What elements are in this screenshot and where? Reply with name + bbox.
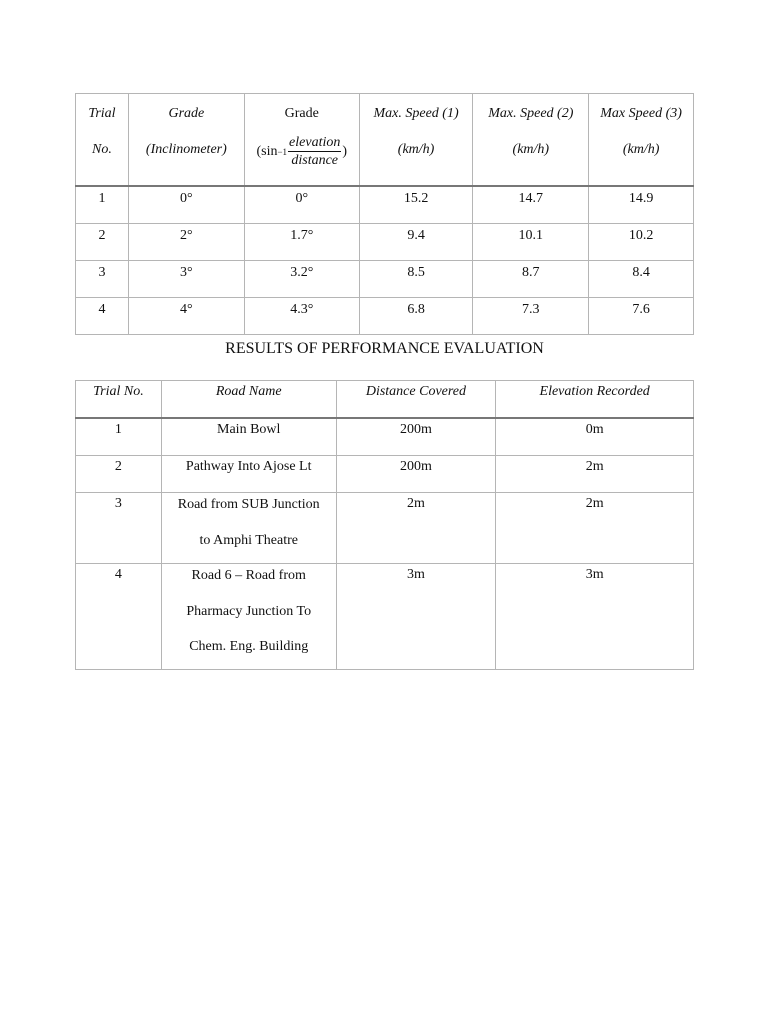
cell-speed-1: 15.2 [359, 186, 473, 224]
cell-elevation: 0m [496, 418, 694, 456]
header-road-name: Road Name [161, 381, 336, 419]
cell-trial: 3 [76, 261, 129, 298]
cell-distance: 200m [336, 456, 496, 493]
cell-distance: 3m [336, 564, 496, 670]
cell-grade-calc: 1.7° [244, 224, 359, 261]
cell-grade-incl: 2° [128, 224, 244, 261]
table-row [76, 564, 694, 670]
cell-trial: 2 [76, 224, 129, 261]
cell-speed-2: 7.3 [473, 298, 589, 335]
header-trial-no: Trial No. [76, 381, 162, 419]
header-max-speed-1: Max. Speed (1) (km/h) [359, 94, 473, 187]
header-grade-calculated: Grade (sin −1 $\frac{\text{elevation}}{\text{distance}}$ ) [244, 94, 359, 187]
cell-road-name: Road from SUB Junction to Amphi Theatre [161, 493, 336, 564]
cell-elevation: 2m [496, 456, 694, 493]
cell-grade-calc: 4.3° [244, 298, 359, 335]
cell-speed-3: 8.4 [589, 261, 694, 298]
table-header-row [76, 94, 694, 187]
grade-speed-table [75, 93, 694, 335]
cell-distance: 200m [336, 418, 496, 456]
cell-trial: 1 [76, 186, 129, 224]
table-row [76, 298, 694, 335]
header-elevation-recorded: Elevation Recorded [496, 381, 694, 419]
table-row [76, 261, 694, 298]
cell-grade-incl: 3° [128, 261, 244, 298]
section-title: RESULTS OF PERFORMANCE EVALUATION [225, 340, 544, 357]
cell-speed-1: 6.8 [359, 298, 473, 335]
cell-speed-3: 7.6 [589, 298, 694, 335]
cell-trial: 3 [76, 493, 162, 564]
header-distance-covered: Distance Covered [336, 381, 496, 419]
cell-elevation: 2m [496, 493, 694, 564]
performance-evaluation-table [75, 380, 694, 670]
table-row [76, 224, 694, 261]
cell-grade-incl: 0° [128, 186, 244, 224]
cell-speed-2: 14.7 [473, 186, 589, 224]
cell-road-name: Main Bowl [161, 418, 336, 456]
cell-speed-3: 10.2 [589, 224, 694, 261]
table-header-row [76, 381, 694, 419]
cell-road-name: Pathway Into Ajose Lt [161, 456, 336, 493]
header-trial-no: Trial No. [76, 94, 129, 187]
cell-trial: 2 [76, 456, 162, 493]
cell-grade-calc: 3.2° [244, 261, 359, 298]
cell-speed-2: 10.1 [473, 224, 589, 261]
cell-elevation: 3m [496, 564, 694, 670]
cell-speed-2: 8.7 [473, 261, 589, 298]
cell-trial: 1 [76, 418, 162, 456]
cell-road-name: Road 6 – Road from Pharmacy Junction To Chem. Eng. Building [161, 564, 336, 670]
cell-speed-3: 14.9 [589, 186, 694, 224]
cell-speed-1: 9.4 [359, 224, 473, 261]
table-row [76, 418, 694, 456]
cell-trial: 4 [76, 298, 129, 335]
grade-formula: (sin −1 $\frac{\text{elevation}}{\text{distance}}$ ) [256, 135, 348, 168]
cell-speed-1: 8.5 [359, 261, 473, 298]
table-row [76, 493, 694, 564]
table-row [76, 186, 694, 224]
header-max-speed-3: Max Speed (3) (km/h) [589, 94, 694, 187]
cell-distance: 2m [336, 493, 496, 564]
cell-grade-calc: 0° [244, 186, 359, 224]
cell-grade-incl: 4° [128, 298, 244, 335]
cell-trial: 4 [76, 564, 162, 670]
header-max-speed-2: Max. Speed (2) (km/h) [473, 94, 589, 187]
header-grade-inclinometer: Grade (Inclinometer) [128, 94, 244, 187]
